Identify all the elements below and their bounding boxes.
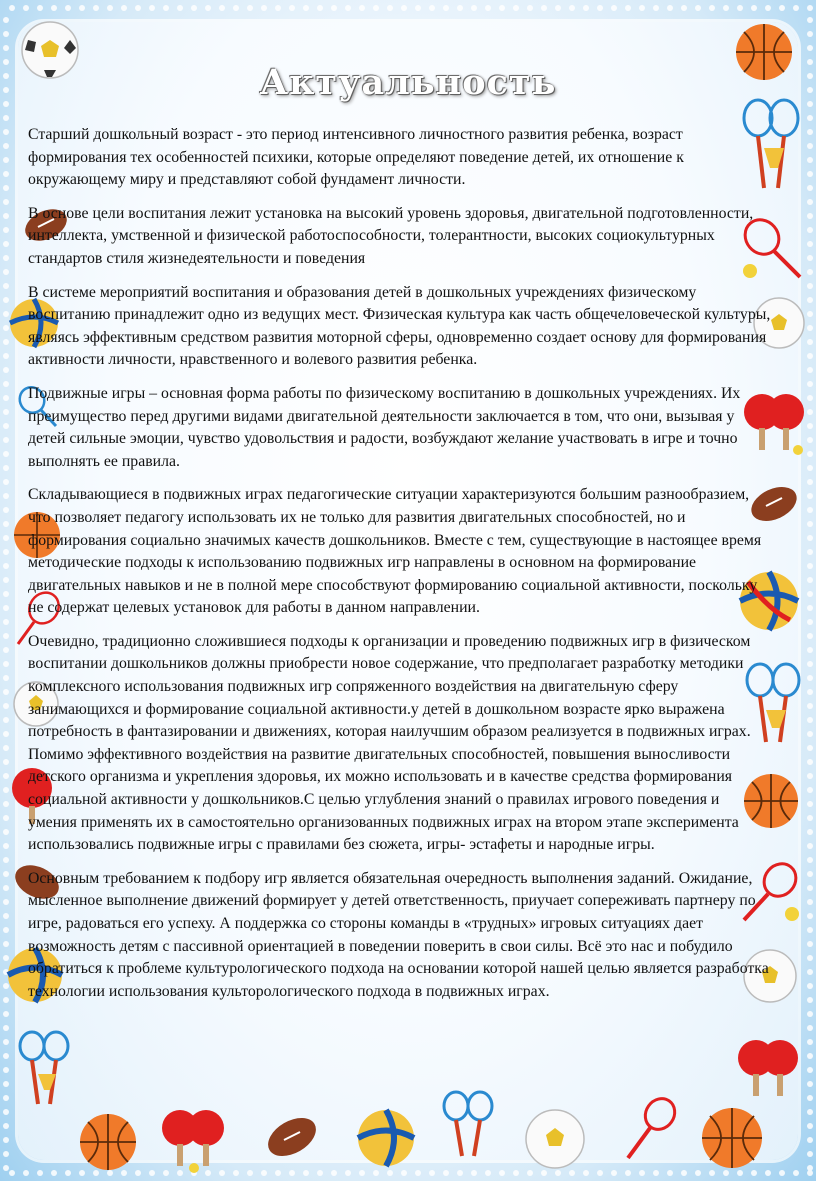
frame-dot — [275, 1170, 281, 1176]
frame-dot — [807, 913, 813, 919]
frame-dot — [583, 5, 589, 11]
frame-dot — [3, 703, 9, 709]
frame-dot — [807, 1067, 813, 1073]
frame-dot — [3, 843, 9, 849]
frame-dot — [3, 871, 9, 877]
frame-dot — [93, 5, 99, 11]
frame-dot — [807, 185, 813, 191]
frame-dot — [219, 5, 225, 11]
frame-dot — [457, 5, 463, 11]
frame-dot — [3, 367, 9, 373]
frame-dot — [3, 115, 9, 121]
frame-dot — [3, 1081, 9, 1087]
frame-dot — [807, 801, 813, 807]
frame-dot — [807, 157, 813, 163]
frame-dot — [807, 1123, 813, 1129]
frame-dot — [3, 1109, 9, 1115]
frame-dot — [3, 829, 9, 835]
frame-dot — [555, 1170, 561, 1176]
frame-dot — [793, 5, 799, 11]
frame-dot — [415, 5, 421, 11]
frame-dot — [695, 1170, 701, 1176]
frame-dot — [3, 1137, 9, 1143]
frame-dot — [807, 997, 813, 1003]
frame-dot — [163, 5, 169, 11]
frame-dot — [485, 5, 491, 11]
frame-dot — [3, 451, 9, 457]
frame-dot — [807, 1151, 813, 1157]
frame-dot — [3, 731, 9, 737]
frame-dot — [275, 5, 281, 11]
paragraph: В системе мероприятий воспитания и образования детей в дошкольных учреждениях физическому воспитанию принадлежит одно из ведущих мест. Физическая культура как часть общечеловеческой культуры, являясь эффективным средством развития моторной сферы, одновременно создает основу для формирования активности личности, нравственного и волевого развития ребенка. — [28, 283, 771, 369]
paragraph: Очевидно, традиционно сложившиеся подходы к организации и проведению подвижных игр в физическом воспитании дошкольников должны приобрести новое содержание, что предполагает разработку методики комплексного использования подвижных игр сопряженного воздействия на двигательную сферу занимающихся и формирование социальной активности.у детей в дошкольном возрасте ярко выражена потребность в фантазировании и движениях, которая наилучшим образом реализуется в подвижных играх. Помимо эффективного воздействия на развитие двигательных способностей, повышения выносливости детского организма и укрепления здоровья, их можно использовать и в качестве средства формирования социальной активности у дошкольников.С целью углубления знаний о правилах игрового поведения и умения применять их в самостоятельно организованных подвижных играх на втором этапе эксперимента использовались подвижные игры с правилами без сюжета, игры- эстафеты и народные игры. — [28, 632, 751, 854]
frame-dot — [807, 1025, 813, 1031]
frame-dot — [807, 45, 813, 51]
frame-dot — [807, 381, 813, 387]
frame-dot — [3, 1165, 9, 1171]
frame-dot — [3, 437, 9, 443]
frame-dot — [359, 5, 365, 11]
frame-dot — [3, 241, 9, 247]
frame-dot — [401, 1170, 407, 1176]
frame-dot — [3, 521, 9, 527]
frame-dot — [807, 969, 813, 975]
frame-dot — [373, 1170, 379, 1176]
frame-dot — [807, 549, 813, 555]
frame-dot — [597, 5, 603, 11]
frame-dot — [3, 1095, 9, 1101]
basketball-icon — [78, 1112, 138, 1172]
frame-dot — [331, 1170, 337, 1176]
frame-dot — [765, 1170, 771, 1176]
frame-dot — [807, 745, 813, 751]
frame-dot — [51, 1170, 57, 1176]
frame-dot — [3, 535, 9, 541]
frame-dot — [807, 731, 813, 737]
frame-dot — [387, 1170, 393, 1176]
frame-dot — [3, 227, 9, 233]
frame-dot — [3, 927, 9, 933]
main-text — [28, 124, 772, 1014]
frame-dot — [37, 5, 43, 11]
frame-dot — [23, 1170, 29, 1176]
frame-dot — [51, 5, 57, 11]
frame-dot — [23, 5, 29, 11]
frame-dot — [345, 5, 351, 11]
frame-dot — [807, 31, 813, 37]
frame-dot — [3, 647, 9, 653]
paragraph: В основе цели воспитания лежит установка на высокий уровень здоровья, двигательной подготовленности, интеллекта, умственной и физической работоспособности, толерантности, высоких социокультурных стандартов стиля жизнедеятельности и поведения — [28, 204, 754, 267]
frame-dot — [807, 1165, 813, 1171]
frame-dot — [667, 5, 673, 11]
frame-dot — [737, 5, 743, 11]
frame-dot — [807, 507, 813, 513]
frame-dot — [3, 143, 9, 149]
frame-dot — [541, 1170, 547, 1176]
frame-dot — [709, 5, 715, 11]
frame-dot — [751, 1170, 757, 1176]
frame-dot — [3, 283, 9, 289]
frame-dot — [807, 353, 813, 359]
frame-dot — [373, 5, 379, 11]
frame-dot — [247, 5, 253, 11]
frame-dot — [639, 5, 645, 11]
frame-dot — [317, 5, 323, 11]
frame-dot — [9, 5, 15, 11]
frame-dot — [3, 1151, 9, 1157]
frame-dot — [807, 129, 813, 135]
frame-dot — [513, 5, 519, 11]
frame-dot — [569, 5, 575, 11]
frame-dot — [807, 367, 813, 373]
frame-dot — [3, 1039, 9, 1045]
frame-dot — [807, 297, 813, 303]
frame-dot — [135, 5, 141, 11]
badminton-rackets-icon — [14, 1030, 74, 1110]
frame-dot — [807, 535, 813, 541]
paragraph: Подвижные игры – основная форма работы по физическому воспитанию в дошкольных учреждениях. Их преимущество перед другими видами двигательной деятельности заключается в том, что они, вызывая у детей сильные эмоции, чувство удовольствия и радости, возбуждают желание участвовать в игре и точно выполнять ее правила. — [28, 384, 741, 470]
frame-dot — [807, 661, 813, 667]
frame-dot — [807, 465, 813, 471]
frame-dot — [807, 1109, 813, 1115]
frame-dot — [807, 759, 813, 765]
frame-dot — [807, 1137, 813, 1143]
frame-dot — [205, 5, 211, 11]
frame-dot — [807, 115, 813, 121]
frame-dot — [513, 1170, 519, 1176]
frame-dot — [3, 409, 9, 415]
frame-dot — [149, 1170, 155, 1176]
frame-dot — [723, 1170, 729, 1176]
frame-dot — [471, 1170, 477, 1176]
frame-dot — [345, 1170, 351, 1176]
frame-dot — [3, 1123, 9, 1129]
frame-dot — [359, 1170, 365, 1176]
frame-dot — [3, 661, 9, 667]
frame-dot — [639, 1170, 645, 1176]
frame-dot — [583, 1170, 589, 1176]
frame-dot — [807, 171, 813, 177]
frame-dot — [3, 549, 9, 555]
frame-dot — [429, 5, 435, 11]
frame-dot — [9, 1170, 15, 1176]
frame-dot — [3, 717, 9, 723]
frame-dot — [3, 619, 9, 625]
frame-dot — [387, 5, 393, 11]
frame-dot — [807, 283, 813, 289]
frame-dot — [191, 5, 197, 11]
frame-dot — [331, 5, 337, 11]
frame-dot — [3, 577, 9, 583]
frame-dot — [807, 311, 813, 317]
frame-dot — [807, 899, 813, 905]
american-football-icon — [264, 1112, 320, 1162]
frame-dot — [807, 5, 813, 11]
frame-dot — [807, 563, 813, 569]
frame-dot — [807, 17, 813, 23]
paragraph: Основным требованием к подбору игр является обязательная очередность выполнения заданий. Ожидание, мысленное выполнение движений формирует у детей ответственность, приучает сопереживать партнеру по игре, радоваться его успеху. А поддержка со стороны команды в «трудных» игровых ситуациях дает возможность детям с пассивной ориентацией в поведении поверить в свои силы. Всё это нас и побудило обратиться к проблеме культурологического подхода на основании которой нашей целью является разработка технологии использования культорологического подхода в подвижных играх. — [28, 869, 769, 1000]
frame-dot — [807, 269, 813, 275]
frame-dot — [3, 885, 9, 891]
frame-dot — [3, 857, 9, 863]
frame-dot — [3, 689, 9, 695]
frame-dot — [457, 1170, 463, 1176]
frame-dot — [3, 745, 9, 751]
frame-dot — [3, 381, 9, 387]
frame-dot — [261, 5, 267, 11]
frame-dot — [79, 5, 85, 11]
table-tennis-paddles-icon — [158, 1106, 228, 1174]
frame-dot — [807, 325, 813, 331]
frame-dot — [807, 773, 813, 779]
frame-dot — [807, 1095, 813, 1101]
frame-dot — [3, 493, 9, 499]
badminton-rackets-icon — [438, 1090, 498, 1160]
frame-dot — [3, 605, 9, 611]
frame-dot — [65, 1170, 71, 1176]
frame-dot — [3, 199, 9, 205]
frame-dot — [65, 5, 71, 11]
frame-dot — [751, 5, 757, 11]
frame-dot — [569, 1170, 575, 1176]
frame-dot — [401, 5, 407, 11]
frame-dot — [303, 5, 309, 11]
frame-dot — [3, 1025, 9, 1031]
frame-dot — [3, 591, 9, 597]
frame-dot — [779, 5, 785, 11]
frame-dot — [3, 563, 9, 569]
frame-dot — [3, 255, 9, 261]
frame-dot — [3, 171, 9, 177]
frame-dot — [303, 1170, 309, 1176]
frame-dot — [3, 759, 9, 765]
frame-dot — [3, 465, 9, 471]
tennis-racket-icon — [620, 1094, 682, 1164]
frame-dot — [681, 1170, 687, 1176]
frame-dot — [247, 1170, 253, 1176]
frame-dot — [317, 1170, 323, 1176]
frame-dot — [429, 1170, 435, 1176]
frame-dot — [233, 1170, 239, 1176]
frame-dot — [261, 1170, 267, 1176]
frame-dot — [807, 227, 813, 233]
page-title: Актуальность — [259, 62, 557, 103]
frame-dot — [807, 703, 813, 709]
frame-dot — [807, 1081, 813, 1087]
frame-dot — [807, 871, 813, 877]
frame-dot — [807, 843, 813, 849]
frame-dot — [3, 913, 9, 919]
frame-dot — [541, 5, 547, 11]
frame-dot — [807, 521, 813, 527]
frame-dot — [3, 269, 9, 275]
frame-dot — [3, 17, 9, 23]
frame-dot — [695, 5, 701, 11]
paragraph: Складывающиеся в подвижных играх педагогические ситуации характеризуются большим разнообразием, что позволяет педагогу использовать их не только для развития двигательных способностей, но и формирования социально значимых качеств дошкольников. Вместе с тем, существующие в настоящее время методические подходы к использованию подвижных игр направлены в основном на формирование двигательных навыков и не в полной мере способствуют формированию социальной активности, поскольку не содержат целевых установок для работы в данном направлении. — [28, 486, 762, 617]
frame-dot — [37, 1170, 43, 1176]
frame-dot — [3, 31, 9, 37]
frame-dot — [807, 689, 813, 695]
frame-dot — [3, 213, 9, 219]
frame-dot — [499, 5, 505, 11]
frame-dot — [3, 675, 9, 681]
frame-dot — [121, 5, 127, 11]
frame-dot — [807, 199, 813, 205]
frame-dot — [807, 787, 813, 793]
frame-dot — [807, 605, 813, 611]
frame-dot — [807, 591, 813, 597]
frame-dot — [3, 899, 9, 905]
frame-dot — [3, 1053, 9, 1059]
frame-dot — [807, 675, 813, 681]
frame-dot — [611, 5, 617, 11]
frame-dot — [3, 423, 9, 429]
frame-dot — [3, 157, 9, 163]
frame-dot — [3, 507, 9, 513]
frame-dot — [3, 1011, 9, 1017]
frame-dot — [653, 1170, 659, 1176]
frame-dot — [807, 815, 813, 821]
frame-dot — [807, 829, 813, 835]
frame-dot — [737, 1170, 743, 1176]
frame-dot — [765, 5, 771, 11]
paragraph: Старший дошкольный возраст - это период интенсивного личностного развития ребенка, возраст формирования тех особенностей психики, которые определяют поведение детей, их отношение к окружающему миру и представляют собой фундамент личности. — [28, 126, 684, 189]
frame-dot — [807, 885, 813, 891]
frame-dot — [3, 479, 9, 485]
frame-dot — [3, 395, 9, 401]
frame-dot — [527, 5, 533, 11]
frame-dot — [807, 927, 813, 933]
frame-dot — [3, 129, 9, 135]
frame-dot — [177, 5, 183, 11]
frame-dot — [443, 1170, 449, 1176]
frame-dot — [807, 717, 813, 723]
frame-dot — [3, 1067, 9, 1073]
frame-dot — [3, 353, 9, 359]
frame-dot — [779, 1170, 785, 1176]
frame-dot — [149, 5, 155, 11]
frame-dot — [807, 241, 813, 247]
table-tennis-paddles-icon — [734, 1036, 802, 1104]
frame-dot — [3, 633, 9, 639]
frame-dot — [807, 339, 813, 345]
frame-dot — [653, 5, 659, 11]
frame-dot — [415, 1170, 421, 1176]
frame-dot — [527, 1170, 533, 1176]
frame-dot — [681, 5, 687, 11]
soccer-ball-icon — [524, 1108, 586, 1170]
frame-dot — [667, 1170, 673, 1176]
frame-dot — [807, 143, 813, 149]
frame-dot — [625, 5, 631, 11]
frame-dot — [807, 1011, 813, 1017]
frame-dot — [807, 647, 813, 653]
frame-dot — [555, 5, 561, 11]
frame-dot — [807, 983, 813, 989]
frame-dot — [807, 213, 813, 219]
volleyball-icon — [356, 1108, 416, 1168]
frame-dot — [485, 1170, 491, 1176]
frame-dot — [625, 1170, 631, 1176]
frame-dot — [807, 577, 813, 583]
frame-dot — [807, 1053, 813, 1059]
frame-dot — [289, 1170, 295, 1176]
frame-dot — [807, 255, 813, 261]
frame-dot — [807, 857, 813, 863]
frame-dot — [723, 5, 729, 11]
frame-dot — [289, 5, 295, 11]
frame-dot — [807, 1039, 813, 1045]
frame-dot — [3, 45, 9, 51]
frame-dot — [233, 5, 239, 11]
frame-dot — [807, 941, 813, 947]
frame-dot — [107, 5, 113, 11]
frame-dot — [807, 633, 813, 639]
frame-dot — [807, 619, 813, 625]
frame-dot — [3, 185, 9, 191]
frame-dot — [709, 1170, 715, 1176]
frame-dot — [611, 1170, 617, 1176]
frame-dot — [807, 955, 813, 961]
frame-dot — [443, 5, 449, 11]
frame-dot — [807, 493, 813, 499]
basketball-icon — [700, 1106, 764, 1170]
frame-dot — [793, 1170, 799, 1176]
frame-dot — [807, 479, 813, 485]
frame-dot — [471, 5, 477, 11]
frame-dot — [499, 1170, 505, 1176]
frame-dot — [597, 1170, 603, 1176]
